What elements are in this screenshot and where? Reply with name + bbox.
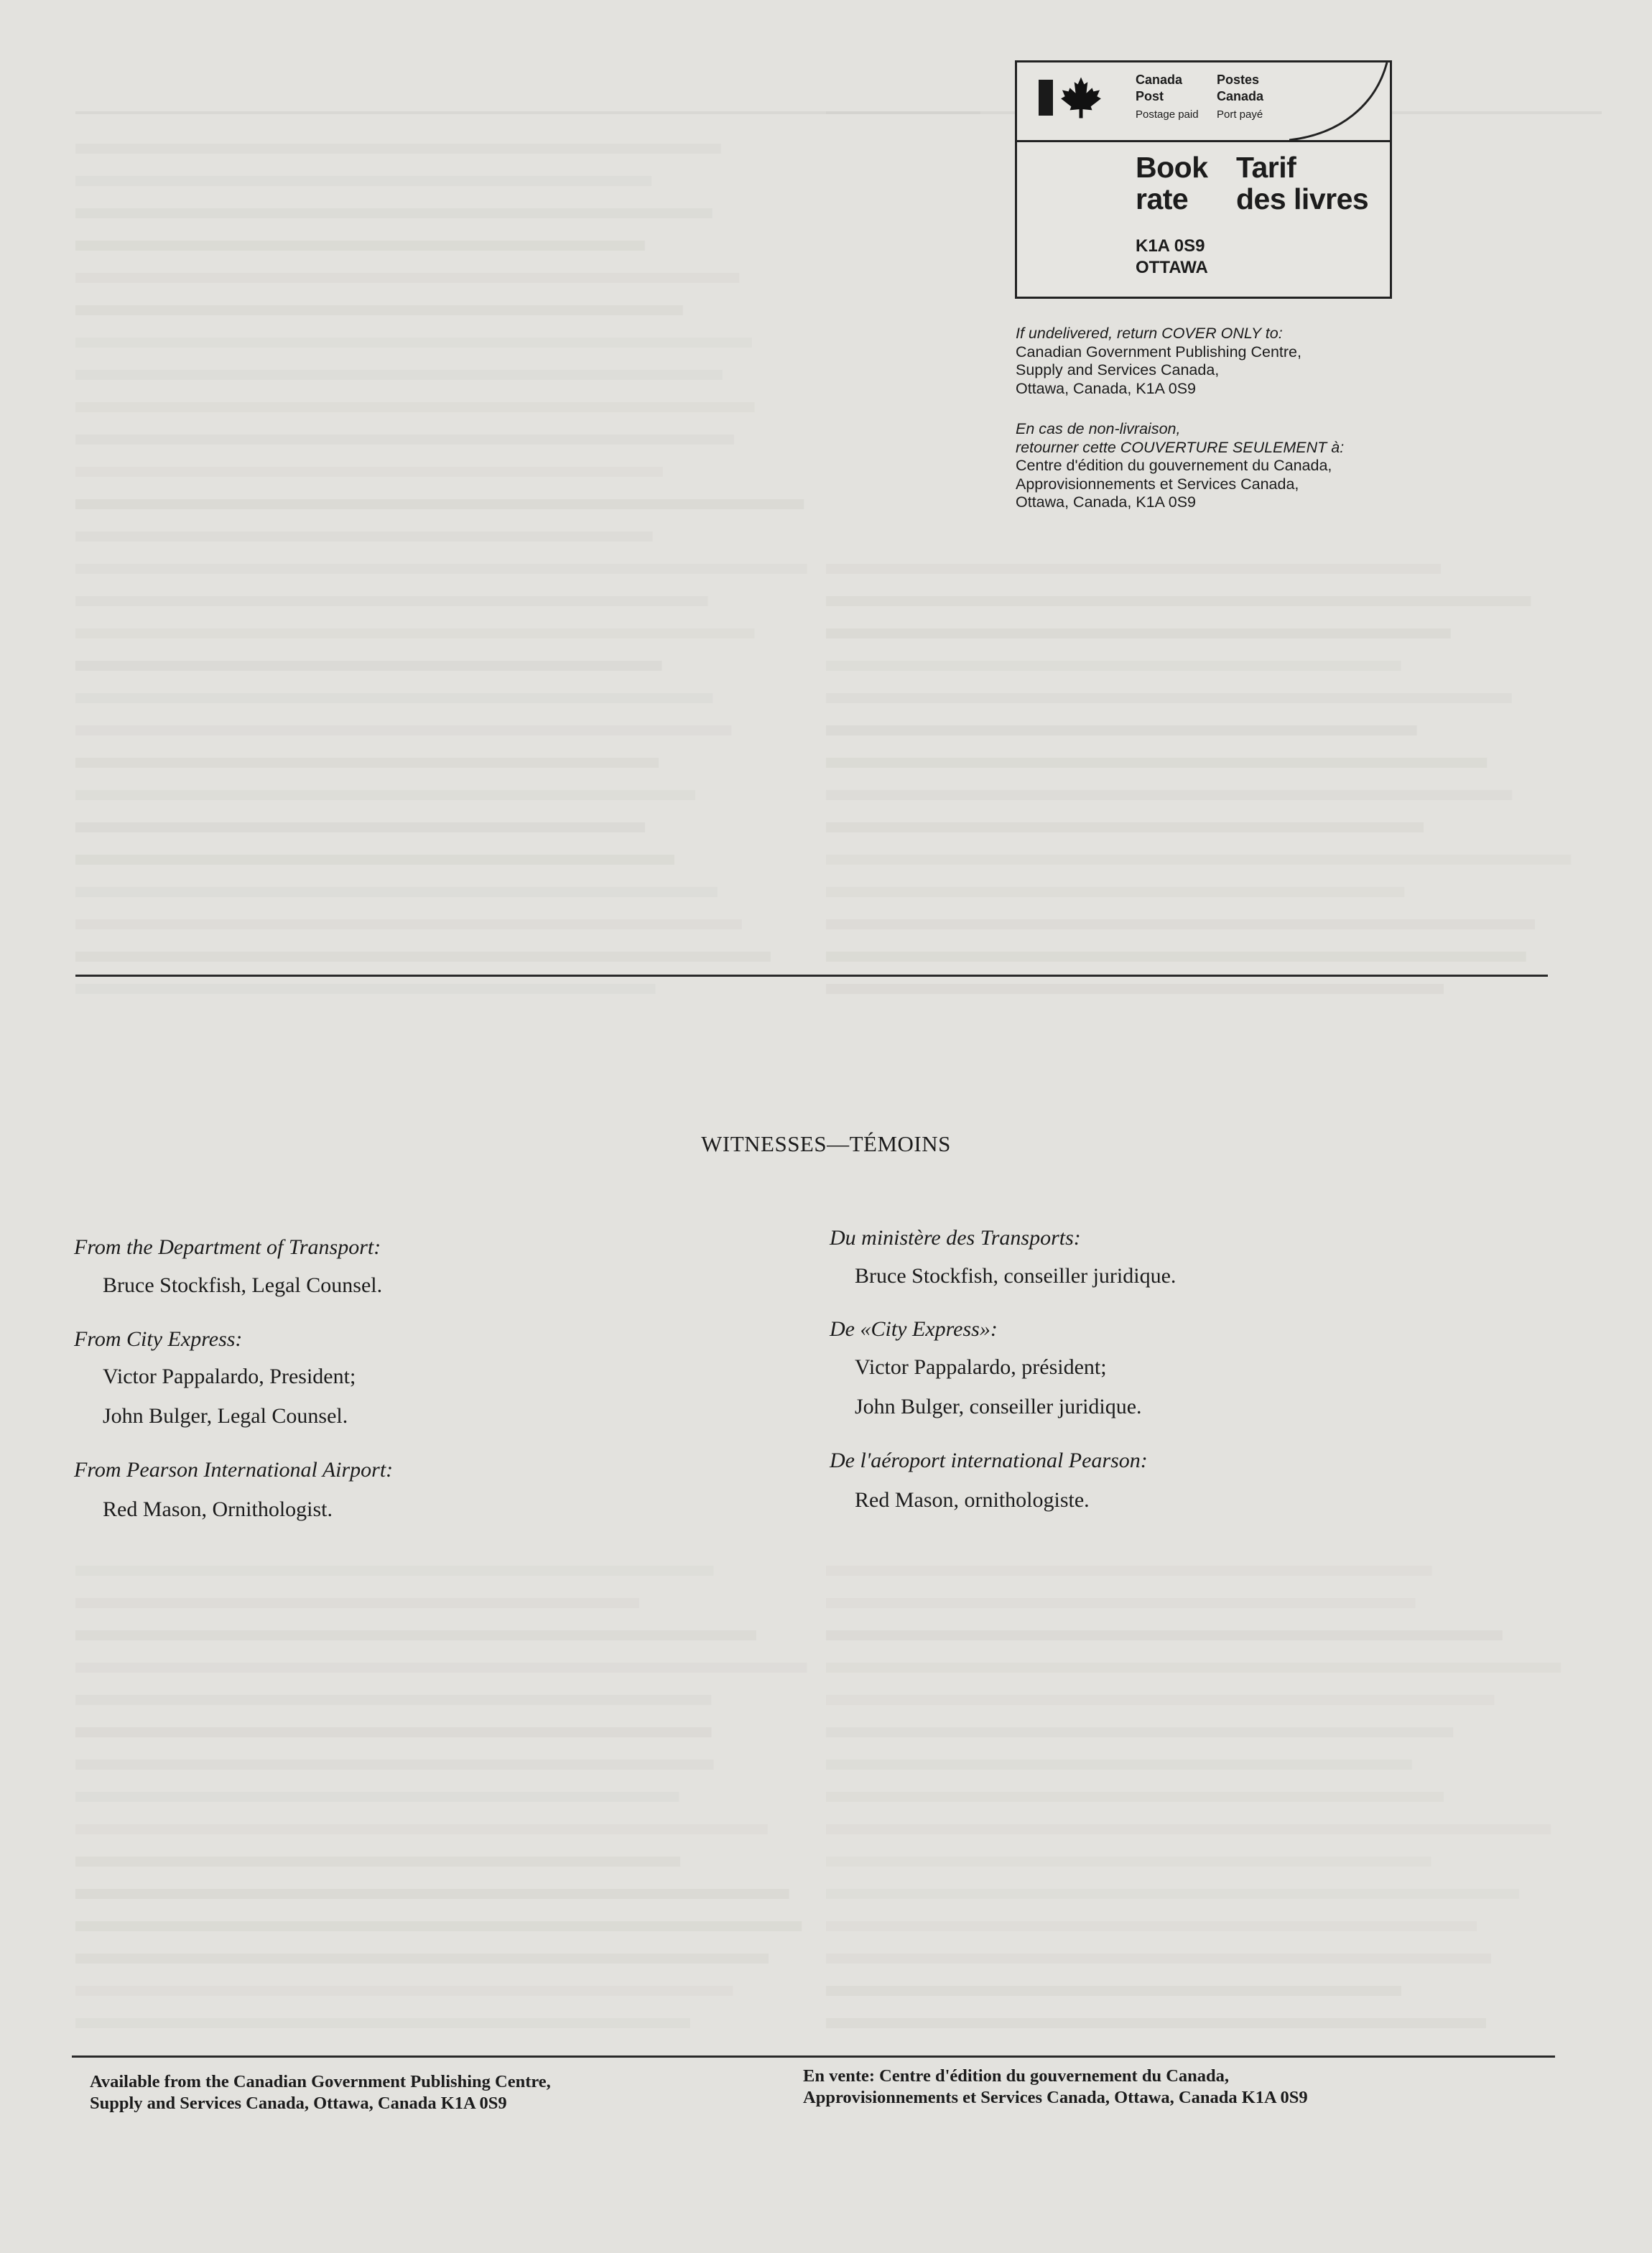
bleed-line [826,919,1535,929]
return-fr-line: Centre d'édition du gouvernement du Canada, [1016,457,1332,474]
bleed-line [826,790,1512,800]
return-instructions-en [1016,325,1418,398]
witnesses-title: WITNESSES—TÉMOINS [701,1131,951,1156]
bleed-line [75,1630,756,1640]
footer-divider [72,2055,1555,2058]
bleed-line [826,952,1526,962]
footer-fr-line: En vente: Centre d'édition du gouvernement du Canada, [803,2066,1230,2086]
bleed-line [826,1889,1519,1899]
bleed-line [75,1857,680,1867]
postal-code: K1A 0S9 [1136,236,1205,256]
bleed-line [75,338,752,348]
bleed-line [75,370,723,380]
bleed-line [826,1630,1503,1640]
witness-org: Du ministère des Transports: [830,1226,1081,1250]
bleed-line [826,1921,1477,1931]
bleed-line [75,2018,690,2028]
footer-fr-line: Approvisionnements et Services Canada, Ottawa, Canada K1A 0S9 [803,2088,1308,2107]
bleed-line [75,1598,639,1608]
bleed-line [826,1598,1416,1608]
witness-person: Bruce Stockfish, conseiller juridique. [855,1264,1177,1288]
bleed-line [75,467,663,477]
return-en-line: If undelivered, return COVER ONLY to: [1016,325,1283,342]
return-en-line: Supply and Services Canada, [1016,361,1220,378]
canada-en-label: Canada [1136,73,1183,87]
bleed-line [75,887,718,897]
bleed-line [826,822,1424,832]
bleed-line [826,1857,1431,1867]
bleed-line [75,305,683,315]
des-livres-label: des livres [1236,182,1369,215]
corner-curve [1289,62,1390,140]
return-fr-line: Ottawa, Canada, K1A 0S9 [1016,493,1196,511]
bleed-line [75,435,734,445]
bleed-line [75,402,755,412]
bleed-line [75,273,739,283]
rate-label: rate [1136,182,1189,215]
witness-person: John Bulger, Legal Counsel. [103,1404,348,1428]
bleed-line [75,919,742,929]
bleed-line [75,531,653,542]
postal-city: OTTAWA [1136,258,1208,277]
return-fr-line: retourner cette COUVERTURE SEULEMENT à: [1016,438,1345,456]
bleed-line [826,855,1571,865]
bleed-line [826,984,1444,994]
bleed-line [826,596,1531,606]
bleed-line [75,661,662,671]
witness-person: John Bulger, conseiller juridique. [855,1395,1142,1418]
bleed-line [75,952,771,962]
postage-header [1017,62,1390,142]
bleed-line [75,564,807,574]
witness-person: Red Mason, Ornithologist. [103,1497,333,1521]
tarif-label: Tarif [1236,151,1296,184]
bleed-line [826,628,1451,638]
bleed-line [75,499,804,509]
bleed-line [75,693,713,703]
bleed-line [75,1695,711,1705]
postes-fr-label: Postes [1217,73,1260,87]
port-paye-label: Port payé [1217,108,1263,121]
bleed-line [826,1986,1401,1996]
bleed-line [75,790,695,800]
bleed-line [826,725,1417,735]
postage-paid-label: Postage paid [1136,108,1199,121]
bleed-line [75,1727,712,1737]
footer-fr [803,2066,1308,2109]
bleed-line [826,1727,1453,1737]
bleed-line [75,144,721,154]
bleed-line [75,1986,733,1996]
witness-org: From City Express: [74,1327,243,1351]
bleed-line [75,1566,713,1576]
footer-en [90,2071,551,2114]
bleed-line [75,208,713,218]
bleed-line [75,855,674,865]
return-en-line: Canadian Government Publishing Centre, [1016,343,1301,361]
return-en-line: Ottawa, Canada, K1A 0S9 [1016,379,1196,397]
bleed-line [75,1663,807,1673]
footer-en-line: Supply and Services Canada, Ottawa, Canada K1A 0S9 [90,2094,507,2113]
bleed-line [75,176,651,186]
bleed-line [75,241,645,251]
bleed-line [75,758,659,768]
witness-org: De l'aéroport international Pearson: [830,1449,1148,1472]
postage-indicia [1015,60,1392,299]
bleed-line [75,984,656,994]
bleed-line [826,1760,1412,1770]
witness-person: Red Mason, ornithologiste. [855,1488,1090,1512]
bleed-line [826,1792,1444,1802]
canada-fr-label: Canada [1217,89,1264,103]
witness-person: Victor Pappalardo, President; [103,1365,356,1388]
bleed-line [75,822,645,832]
bleed-line [826,693,1512,703]
bleed-line [826,2018,1486,2028]
witness-org: From Pearson International Airport: [74,1458,394,1482]
bleed-line [75,1954,769,1964]
witness-org: From the Department of Transport: [74,1235,381,1259]
bleed-line [75,1921,802,1931]
flag-bar-icon [1039,80,1053,116]
bleed-line [75,1824,768,1834]
return-fr-line: En cas de non-livraison, [1016,420,1181,437]
bleed-line [826,1566,1432,1576]
bleed-line [75,596,707,606]
maple-leaf-icon [1059,75,1103,120]
bleed-line [826,1695,1494,1705]
return-instructions-fr [1016,420,1418,512]
bleed-line [75,725,731,735]
bleed-line [75,1792,679,1802]
bleed-line [826,1663,1561,1673]
bleed-line [826,887,1404,897]
bleed-line [826,1824,1551,1834]
bleed-line [826,1954,1491,1964]
bleed-line [75,1889,789,1899]
footer-en-line: Available from the Canadian Government Publishing Centre, [90,2072,551,2091]
bleed-line [826,564,1441,574]
post-en-label: Post [1136,89,1164,103]
bleed-line [826,661,1401,671]
witness-person: Bruce Stockfish, Legal Counsel. [103,1273,383,1297]
section-divider [75,975,1548,977]
witness-org: De «City Express»: [830,1317,998,1341]
witness-person: Victor Pappalardo, président; [855,1355,1107,1379]
return-fr-line: Approvisionnements et Services Canada, [1016,475,1299,493]
book-label: Book [1136,151,1208,184]
bleed-line [75,1760,714,1770]
bleed-line [75,628,755,638]
bleed-line [826,758,1487,768]
